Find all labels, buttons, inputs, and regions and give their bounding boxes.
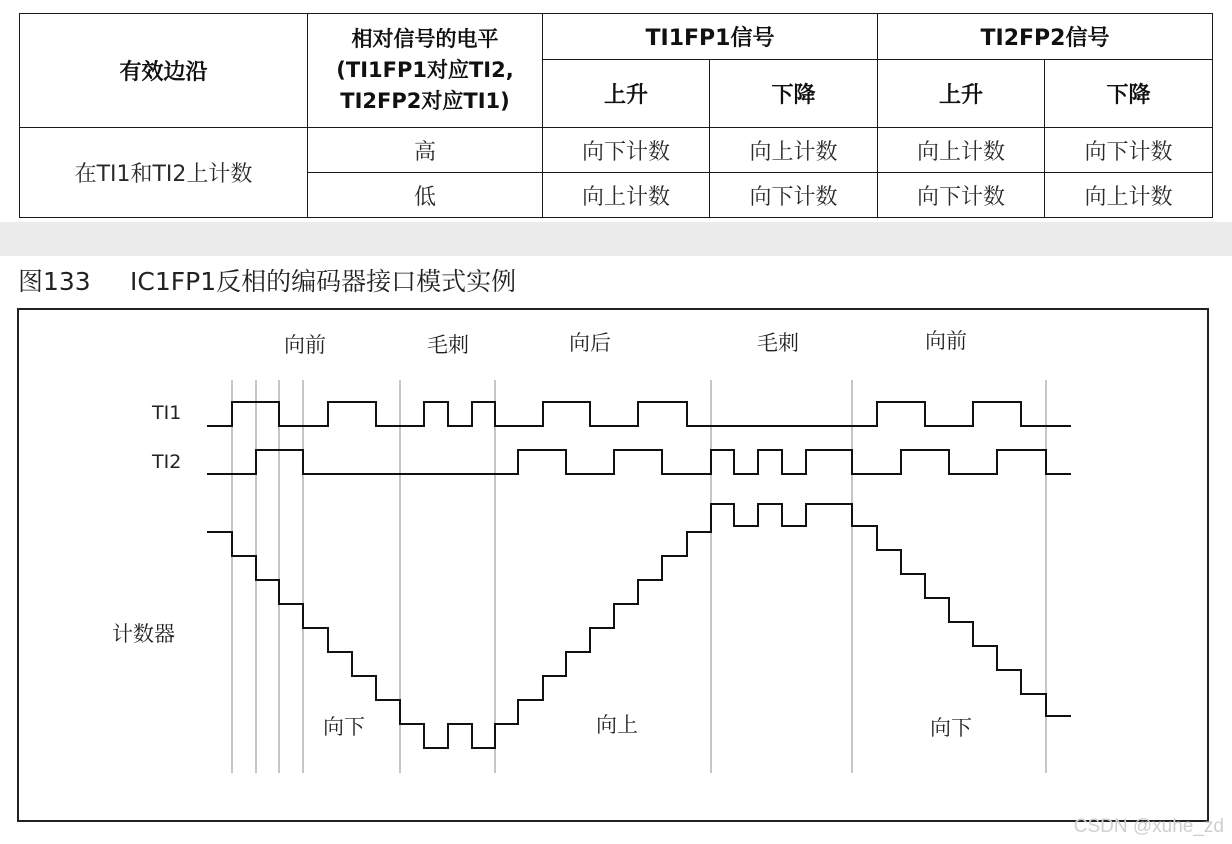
direction-label-up: 向上 — [596, 713, 638, 737]
signal-label-counter: 计数器 — [112, 622, 175, 646]
header-ti1fp1-falling: 下降 — [710, 60, 878, 128]
header-relative-level-line2: (TI1FP1对应TI2, — [336, 58, 514, 82]
counter-waveform — [207, 504, 1071, 748]
cell-high-ti1fp1-falling: 向上计数 — [710, 128, 878, 173]
cell-low-ti1fp1-rising: 向上计数 — [543, 173, 710, 218]
encoder-mode-table-panel — [0, 0, 1232, 222]
phase-label-glitch-1: 毛刺 — [427, 333, 469, 357]
phase-label-forward-2: 向前 — [925, 329, 967, 353]
figure-title: IC1FP1反相的编码器接口模式实例 — [130, 267, 517, 296]
waveforms — [207, 402, 1071, 748]
cell-low-ti2fp2-falling: 向上计数 — [1045, 173, 1213, 218]
ti1-waveform — [207, 402, 1071, 426]
cell-high-ti1fp1-rising: 向下计数 — [543, 128, 710, 173]
phase-labels — [284, 329, 967, 357]
direction-labels — [323, 713, 972, 740]
ti2-waveform — [207, 450, 1071, 474]
cell-high-ti2fp2-falling: 向下计数 — [1045, 128, 1213, 173]
cell-low-ti2fp2-rising: 向下计数 — [878, 173, 1045, 218]
header-ti2fp2-signal: TI2FP2信号 — [878, 14, 1213, 60]
header-ti1fp1-rising: 上升 — [543, 60, 710, 128]
cell-high-ti2fp2-rising: 向上计数 — [878, 128, 1045, 173]
level-high: 高 — [308, 128, 543, 173]
header-relative-level-line3: TI2FP2对应TI1) — [340, 89, 510, 113]
phase-label-forward-1: 向前 — [284, 333, 326, 357]
phase-label-glitch-2: 毛刺 — [757, 331, 799, 355]
timing-diagram — [0, 298, 1232, 844]
header-ti2fp2-falling: 下降 — [1045, 60, 1213, 128]
timing-diagram-panel — [0, 298, 1232, 844]
header-ti1fp1-signal: TI1FP1信号 — [543, 14, 878, 60]
header-valid-edge: 有效边沿 — [20, 14, 308, 128]
level-low: 低 — [308, 173, 543, 218]
header-relative-level-line1: 相对信号的电平 — [351, 27, 499, 51]
phase-label-backward: 向后 — [569, 331, 611, 355]
figure-number: 图133 — [18, 267, 91, 296]
direction-label-down-1: 向下 — [323, 715, 365, 739]
header-ti2fp2-rising: 上升 — [878, 60, 1045, 128]
watermark: CSDN @xuhe_zd — [1073, 816, 1224, 837]
signal-label-ti2: TI2 — [152, 451, 182, 473]
header-relative-level — [308, 14, 543, 128]
encoder-mode-table — [19, 13, 1213, 218]
signal-labels — [112, 402, 181, 646]
figure-caption — [0, 256, 1232, 298]
row-label-count-on-ti1-ti2: 在TI1和TI2上计数 — [20, 128, 308, 218]
signal-label-ti1: TI1 — [152, 402, 182, 424]
direction-label-down-2: 向下 — [930, 716, 972, 740]
cell-low-ti1fp1-falling: 向下计数 — [710, 173, 878, 218]
